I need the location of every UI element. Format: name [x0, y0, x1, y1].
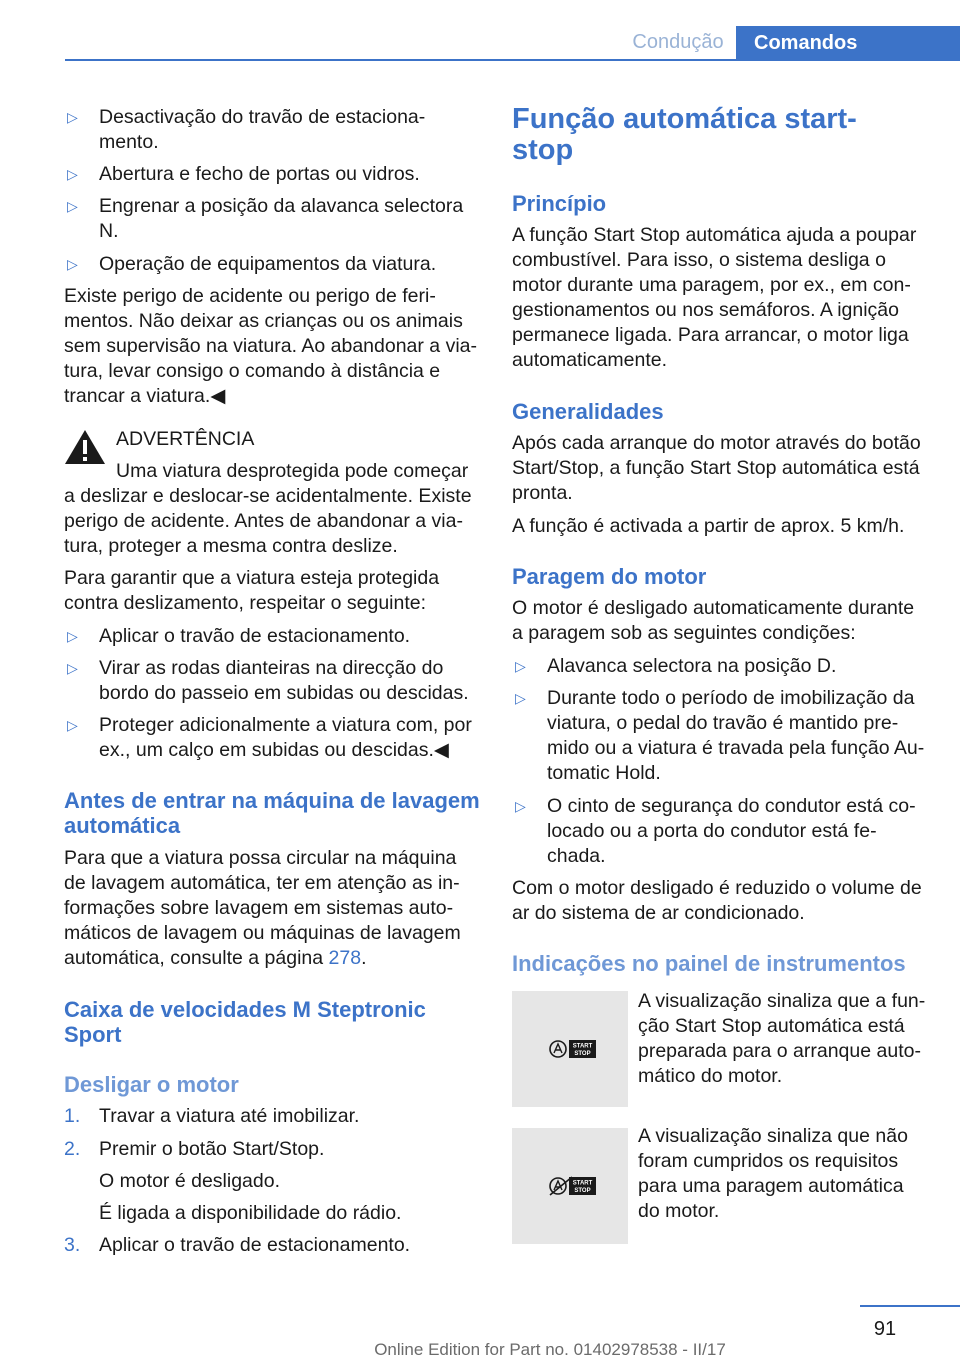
triangle-bullet-icon: ▷ — [67, 660, 78, 676]
svg-text:START: START — [572, 1180, 593, 1187]
triangle-bullet-icon: ▷ — [67, 256, 78, 272]
stop-intro: O motor é desligado automaticamente durante a paragem sob as seguintes condições: — [512, 597, 915, 644]
svg-text:STOP: STOP — [574, 1051, 591, 1057]
edition-note: Online Edition for Part no. 01402978538 - II/17 — [374, 1340, 726, 1359]
stop-after: Com o motor desligado é reduzido o volume de ar do sistema de ar condicionado. — [512, 877, 922, 924]
triangle-bullet-icon: ▷ — [67, 717, 78, 733]
start-stop-unavailable-image — [512, 1128, 628, 1244]
display-heading: Indicações no painel de instrumentos — [512, 951, 906, 976]
list-item: ▷ O cinto de segurança do condutor está co-locado ou a porta do condutor está fe-chada. — [515, 795, 916, 867]
display-text-2: A visualização sinaliza que não foram cumpridos os requisitos para uma paragem automática do motor. — [638, 1125, 908, 1222]
section-title: Função automática start-stop — [512, 103, 857, 166]
warning-title: ADVERTÊNCIA — [116, 428, 255, 450]
list-item: ▷ Durante todo o período de imobilização da viatura, o pedal do travão é mantido pre-mido ou a viatura é travada pela função Au-tomatic Hold. — [515, 687, 925, 784]
principle-heading: Princípio — [512, 191, 607, 216]
footer-rule — [860, 1305, 960, 1307]
triangle-bullet-icon: ▷ — [67, 198, 78, 214]
general-paragraph: Após cada arranque do motor através do botão Start/Stop, a função Start Stop automática está pronta. — [512, 432, 921, 504]
stop-heading: Paragem do motor — [512, 564, 707, 589]
svg-text:START: START — [572, 1043, 593, 1050]
principle-paragraph: A função Start Stop automática ajuda a poupar combustível. Para isso, o sistema desliga o motor durante uma paragem, por ex., em con-gestionamentos ou nos semáforos. A ignição permanece ligada. Para arrancar, o motor liga automaticamente. — [512, 224, 917, 371]
list-item: ▷ Desactivação do travão de estaciona-mento. — [67, 106, 426, 153]
triangle-bullet-icon: ▷ — [67, 109, 78, 125]
display-text-1: A visualização sinaliza que a fun-ção Start Stop automática está preparada para o arranque auto-mático do motor. — [638, 990, 926, 1087]
general-heading: Generalidades — [512, 399, 664, 424]
carwash-heading: Antes de entrar na máquina de lavagem automática — [64, 788, 480, 838]
list-item: ▷ Operação de equipamentos da viatura. — [67, 253, 437, 275]
list-item: ▷ Engrenar a posição da alavanca selectora N. — [67, 195, 464, 242]
step-result: O motor é desligado. — [99, 1170, 281, 1192]
header-rule — [65, 59, 960, 61]
list-item: ▷ Virar as rodas dianteiras na direcção do bordo do passeio em subidas ou descidas. — [67, 657, 469, 704]
start-stop-ready-icon — [548, 1038, 598, 1060]
step-item: 2. Premir o botão Start/Stop. — [64, 1138, 325, 1160]
step-item: 1. Travar a viatura até imobilizar. — [64, 1105, 360, 1127]
header-chapter: Comandos — [736, 26, 960, 60]
page-link[interactable]: 278 — [328, 947, 362, 969]
list-item: ▷ Alavanca selectora na posição D. — [515, 655, 837, 677]
step-item: 3. Aplicar o travão de estacionamento. — [64, 1234, 411, 1256]
list-item: ▷ Proteger adicionalmente a viatura com, por ex., um calço em subidas ou descidas.◀ — [67, 714, 472, 761]
engine-off-heading: Desligar o motor — [64, 1072, 239, 1097]
header-section: Condução — [632, 31, 724, 53]
triangle-bullet-icon: ▷ — [67, 628, 78, 644]
page-number: 91 — [873, 1318, 897, 1340]
list-item: ▷ Abertura e fecho de portas ou vidros. — [67, 163, 420, 185]
warning-text: Uma viatura desprotegida pode começar a deslizar e deslocar-se acidentalmente. Existe perigo de acidente. Antes de abandonar a via-tura, proteger a mesma contra deslize. — [64, 460, 472, 557]
list-item: ▷ Aplicar o travão de estacionamento. — [67, 625, 411, 647]
secure-intro: Para garantir que a viatura esteja protegida contra deslizamento, respeitar o seguinte: — [64, 567, 440, 614]
step-result: É ligada a disponibilidade do rádio. — [99, 1202, 402, 1224]
danger-paragraph: Existe perigo de acidente ou perigo de feri-mentos. Não deixar as crianças ou os animais sem supervisão na viatura. Ao abandonar a via-tura, levar consigo o comando à distância e trancar a viatura.◀ — [64, 285, 477, 407]
start-stop-unavailable-icon — [548, 1175, 598, 1197]
triangle-bullet-icon: ▷ — [515, 798, 526, 814]
triangle-bullet-icon: ▷ — [67, 166, 78, 182]
svg-text:STOP: STOP — [574, 1188, 591, 1194]
triangle-bullet-icon: ▷ — [515, 658, 526, 674]
start-stop-ready-image — [512, 991, 628, 1107]
triangle-bullet-icon: ▷ — [515, 690, 526, 706]
carwash-paragraph: Para que a viatura possa circular na máquina de lavagem automática, ter em atenção as in-formações sobre lavagem em sistemas auto-máticos de lavagem ou máquinas de lavagem automática, consulte a página 278. — [64, 847, 461, 969]
general-paragraph: A função é activada a partir de aprox. 5 km/h. — [512, 515, 905, 537]
gearbox-heading: Caixa de velocidades M Steptronic Sport — [64, 997, 426, 1047]
